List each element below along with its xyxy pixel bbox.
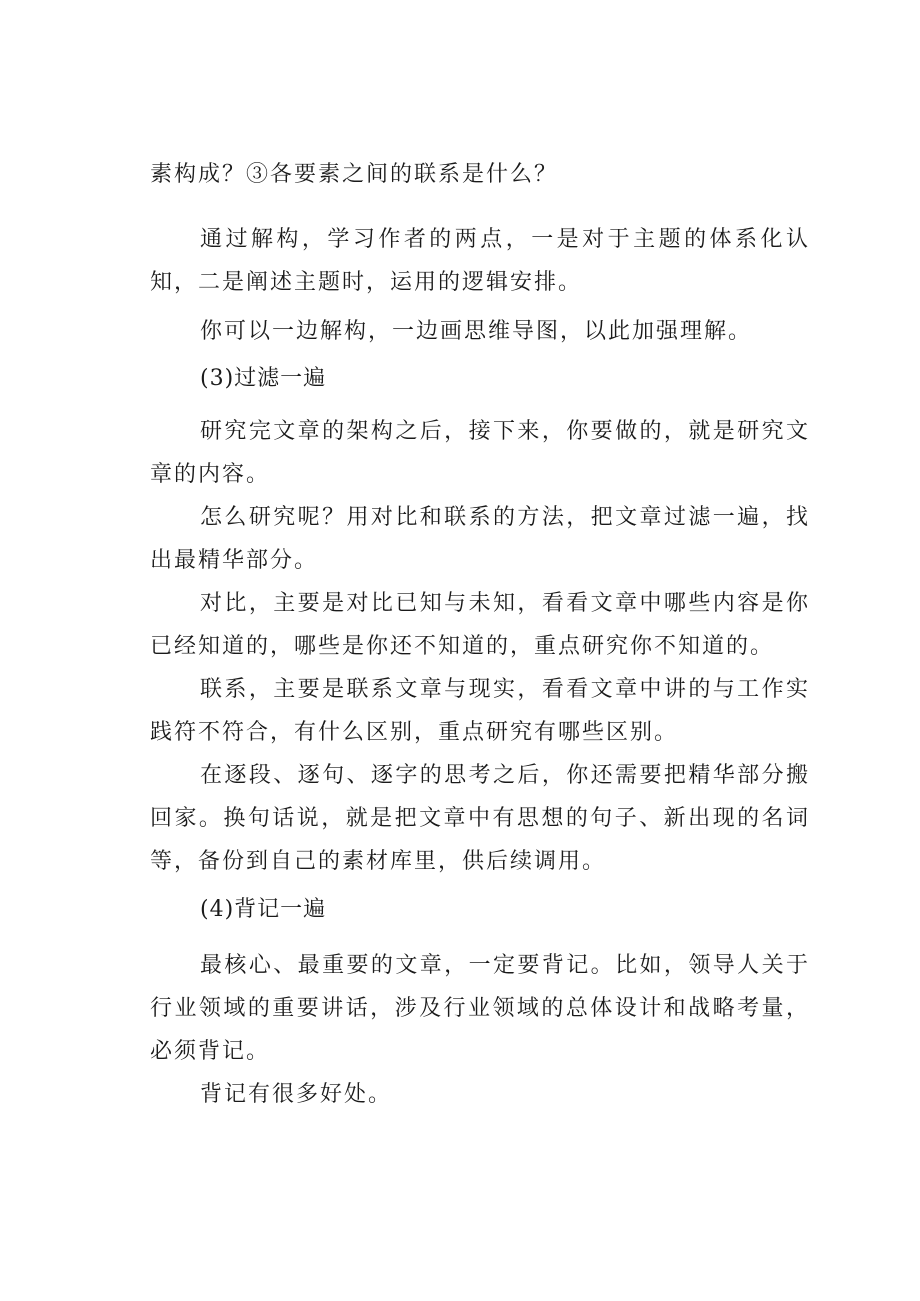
paragraph-mind-map bbox=[150, 310, 810, 353]
paragraph: 在逐段、逐句、逐字的思考之后，你还需要把精华部分搬回家。换句话说，就是把文章中有思想的句子、新出现的名词等，备份到自己的素材库里，供后续调用。 bbox=[150, 763, 810, 874]
paragraph: 你可以一边解构，一边画思维导图，以此加强理解。 bbox=[200, 319, 753, 344]
paragraph-study-content bbox=[150, 410, 810, 883]
paragraph-recite-core bbox=[150, 944, 810, 1116]
paragraph: 怎么研究呢？用对比和联系的方法，把文章过滤一遍，找出最精华部分。 bbox=[150, 505, 810, 573]
paragraph-continuation bbox=[150, 153, 810, 196]
paragraph: 研究完文章的架构之后，接下来，你要做的，就是研究文章的内容。 bbox=[150, 419, 810, 487]
paragraph: 对比，主要是对比已知与未知，看看文章中哪些内容是你已经知道的，哪些是你还不知道的，重点研究你不知道的。 bbox=[150, 591, 810, 659]
paragraph: 通过解构，学习作者的两点，一是对于主题的体系化认知，二是阐述主题时，运用的逻辑安排。 bbox=[150, 227, 810, 295]
paragraph: 素构成？③各要素之间的联系是什么？ bbox=[150, 162, 559, 187]
paragraph: 背记有很多好处。 bbox=[200, 1082, 393, 1107]
paragraph: 最核心、最重要的文章，一定要背记。比如，领导人关于行业领域的重要讲话，涉及行业领域的总体设计和战略考量，必须背记。 bbox=[150, 953, 810, 1064]
paragraph: 联系，主要是联系文章与现实，看看文章中讲的与工作实践符不符合，有什么区别，重点研究有哪些区别。 bbox=[150, 677, 810, 745]
section-heading-filter: (3)过滤一遍 bbox=[200, 366, 327, 391]
section-heading-recite: (4)背记一遍 bbox=[200, 897, 327, 922]
paragraph-deconstruct-purpose bbox=[150, 218, 810, 304]
